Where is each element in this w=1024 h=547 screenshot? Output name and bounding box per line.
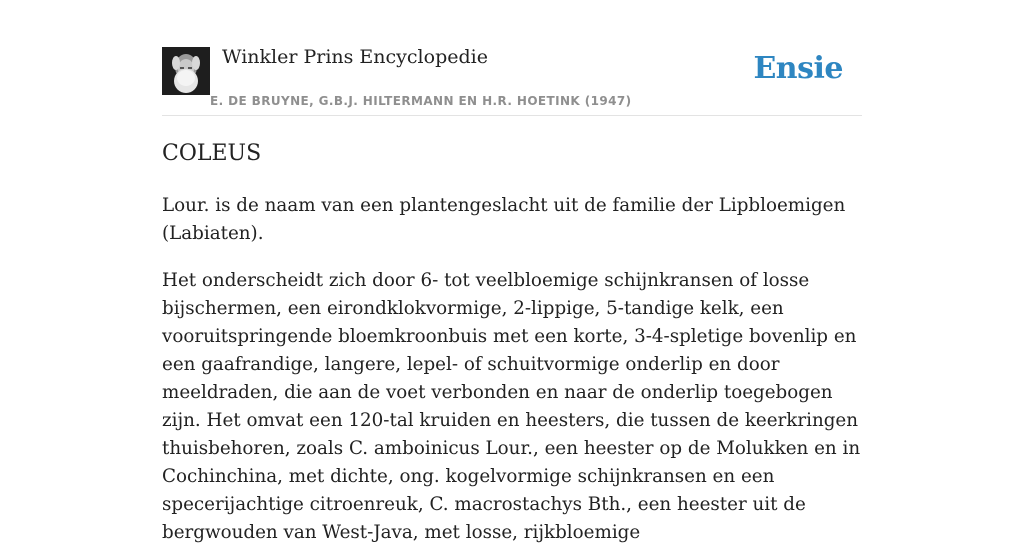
article-paragraph: Het onderscheidt zich door 6- tot veelbloemige schijnkransen of losse bijschermen, een eirondklokvormige, 2-lippige, 5-tandige kelk, een vooruitspringende bloemkroonbuis met een korte, 3-4-spletige bovenlip en een gaafrandige, langere, lepel- of schuitvormige onderlip en door meeldraden, die aan de voet verbonden en naar de onderlip toegebogen zijn. Het omvat een 120-tal kruiden en heesters, die tussen de keerkringen thuisbehoren, zoals C. amboinicus Lour., een heester op de Molukken en in Cochinchina, met dichte, ong. kogelvormige schijnkransen en een specerijachtige citroenreuk, C. macrostachys Bth., een heester uit de bergwouden van West-Java, met losse, rijkbloemige	[162, 270, 861, 543]
publication-authors: E. DE BRUYNE, G.B.J. HILTERMANN EN H.R. HOETINK (1947)	[210, 94, 632, 108]
ensie-logo-link[interactable]: Ensie	[753, 51, 843, 86]
publication-title[interactable]: Winkler Prins Encyclopedie	[222, 46, 488, 68]
article-paragraph: Lour. is de naam van een plantengeslacht uit de familie der Lipbloemigen (Labiaten).	[162, 195, 846, 244]
header	[162, 0, 862, 116]
author-portrait-icon	[162, 47, 210, 95]
article-title: COLEUS	[162, 141, 262, 166]
page	[162, 0, 862, 543]
